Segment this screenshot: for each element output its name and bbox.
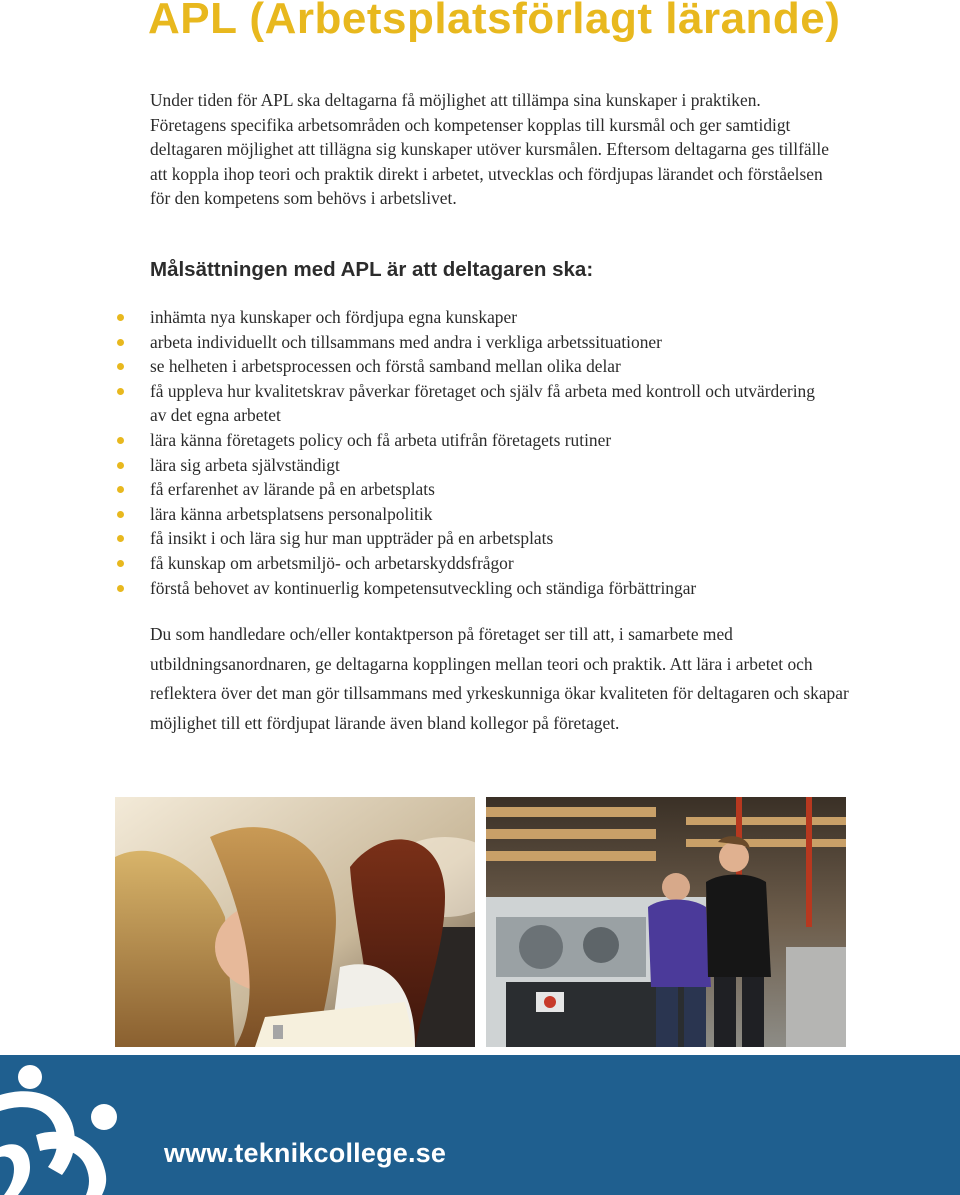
goal-text: få insikt i och lära sig hur man uppträder på en arbetsplats	[150, 528, 554, 549]
goals-heading: Målsättningen med APL är att deltagaren ska:	[150, 258, 594, 281]
bullet-dot-icon	[117, 437, 124, 444]
goal-item	[112, 477, 832, 502]
bullet-dot-icon	[117, 363, 124, 370]
goal-text: få erfarenhet av lärande på en arbetsplats	[150, 479, 435, 500]
goal-text: lära känna arbetsplatsens personalpolitik	[150, 503, 433, 524]
bullet-dot-icon	[117, 535, 124, 542]
goals-list	[112, 305, 832, 600]
goal-item	[112, 526, 832, 551]
students-photo	[115, 797, 475, 1047]
bullet-dot-icon	[117, 339, 124, 346]
goal-text: lära känna företagets policy och få arbeta utifrån företagets rutiner	[150, 429, 612, 450]
goal-text: se helheten i arbetsprocessen och förstå samband mellan olika delar	[150, 356, 621, 377]
goal-text: inhämta nya kunskaper och fördjupa egna kunskaper	[150, 307, 518, 327]
goal-item	[112, 354, 832, 379]
bullet-dot-icon	[117, 486, 124, 493]
goal-item	[112, 551, 832, 576]
bullet-dot-icon	[117, 585, 124, 592]
goal-item	[112, 453, 832, 478]
bullet-dot-icon	[117, 388, 124, 395]
bullet-dot-icon	[117, 560, 124, 567]
goal-text: lära sig arbeta självständigt	[150, 454, 340, 475]
footer-band	[0, 1055, 960, 1195]
workshop-photo	[486, 797, 846, 1047]
bullet-dot-icon	[117, 314, 124, 321]
goal-item	[112, 379, 832, 428]
goal-text: förstå behovet av kontinuerlig kompetensutveckling och ständiga förbättringar	[150, 577, 697, 598]
goal-item	[112, 305, 832, 330]
goal-text: arbeta individuellt och tillsammans med andra i verkliga arbetssituationer	[150, 331, 662, 352]
bullet-dot-icon	[117, 511, 124, 518]
goal-item	[112, 428, 832, 453]
outro-paragraph: Du som handledare och/eller kontaktperson på företaget ser till att, i samarbete med utbildningsanordnaren, ge deltagarna kopplingen mellan teori och praktik. Att lära i arbetet och reflektera över det man gör tillsammans med yrkeskunniga ökar kvaliteten för deltagaren och skapar möjlighet till ett fördjupat lärande även bland kollegor på företaget.	[150, 624, 849, 733]
goal-item	[112, 576, 832, 601]
goal-item	[112, 502, 832, 527]
goal-text: få kunskap om arbetsmiljö- och arbetarskyddsfrågor	[150, 552, 514, 573]
bullet-dot-icon	[117, 462, 124, 469]
goal-item	[112, 330, 832, 355]
goal-text: få uppleva hur kvalitetskrav påverkar företaget och själv få arbeta med kontroll och utvärdering av det egna arbetet	[150, 380, 815, 426]
website-url[interactable]: www.teknikcollege.se	[164, 1138, 447, 1168]
intro-paragraph: Under tiden för APL ska deltagarna få möjlighet att tillämpa sina kunskaper i praktiken. Företagens specifika arbetsområden och kompetenser kopplas till kursmål och ger samtidigt deltagaren möjlighet att tillägna sig kunskaper utöver kursmålen. Eftersom deltagarna ges tillfälle att koppla ihop teori och praktik direkt i arbetet, utvecklas och fördjupas lärandet och förståelsen för den kompetens som behövs i arbetslivet.	[150, 90, 829, 209]
teknikcollege-logo-icon	[0, 1055, 150, 1195]
page-title: APL (Arbetsplatsförlagt lärande)	[148, 0, 841, 43]
